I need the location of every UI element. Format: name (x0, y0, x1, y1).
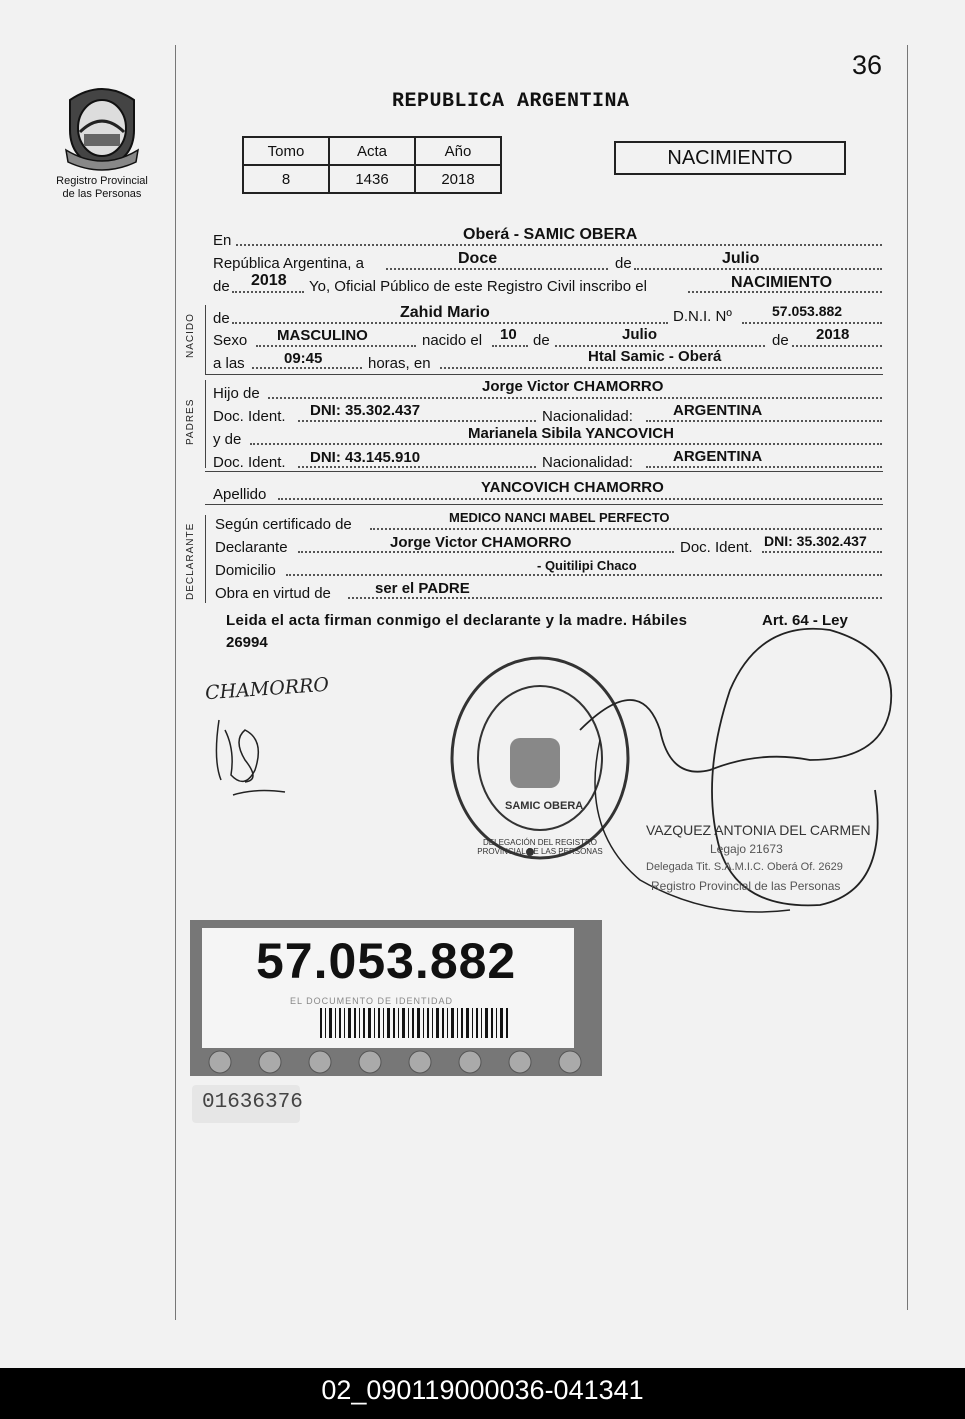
inscribo-label: Yo, Oficial Público de este Registro Civil inscribo el (309, 278, 647, 295)
stamp-bottom-text: SAMIC OBERA (505, 800, 584, 812)
father-name: Jorge Victor CHAMORRO (482, 378, 664, 395)
table-cell: 1436 (329, 165, 415, 193)
place-value: Oberá - SAMIC OBERA (463, 226, 638, 243)
record-type-box: NACIMIENTO (614, 141, 846, 175)
dotted-line (348, 597, 882, 599)
father-nationality: ARGENTINA (673, 402, 763, 419)
document-id-footer: 02_090119000036-041341 (0, 1368, 965, 1419)
table-header-cell: Tomo (243, 137, 329, 165)
apellido-value: YANCOVICH CHAMORRO (481, 479, 664, 496)
dotted-line (250, 443, 882, 445)
doc-ident-label: Doc. Ident. (680, 539, 753, 556)
nacionalidad-label: Nacionalidad: (542, 454, 633, 471)
domicilio-value: - Quitilipi Chaco (537, 558, 637, 573)
declarant-signature-icon (205, 700, 295, 810)
registry-name (50, 175, 154, 201)
page-number: 36 (852, 50, 883, 80)
province-logo (62, 80, 142, 177)
registry-line2: de las Personas (62, 188, 142, 200)
dotted-line (298, 551, 674, 553)
dotted-line (370, 528, 882, 530)
section-divider (205, 504, 883, 505)
record-table (242, 136, 502, 194)
official-position: Delegada Tit. S.A.M.I.C. Oberá Of. 2629 (646, 861, 843, 873)
dotted-line (646, 420, 882, 422)
dotted-line (762, 551, 882, 553)
obra-value: ser el PADRE (375, 580, 470, 597)
sexo-value: MASCULINO (277, 327, 368, 344)
table-header-cell: Año (415, 137, 501, 165)
sticker-pattern-icon (190, 1048, 602, 1076)
apellido-label: Apellido (213, 486, 267, 503)
section-label-nacido: NACIDO (185, 313, 196, 358)
dni-sticker (190, 920, 602, 1076)
section-label-padres: PADRES (185, 398, 196, 445)
dotted-line (742, 322, 882, 324)
doc-ident-label: Doc. Ident. (213, 454, 286, 471)
mother-nationality: ARGENTINA (673, 448, 763, 465)
cert-value: MEDICO NANCI MABEL PERFECTO (449, 510, 670, 525)
left-margin-line (175, 45, 176, 1320)
birth-month: Julio (622, 326, 658, 343)
en-label: En (213, 232, 232, 249)
section-divider (205, 374, 883, 375)
right-margin-line (907, 45, 908, 1310)
de-label: de (533, 332, 550, 349)
de-label: de (213, 278, 230, 295)
de-label: de (213, 310, 230, 327)
inscribo-value: NACIMIENTO (731, 274, 833, 291)
obra-label: Obra en virtud de (215, 585, 331, 602)
sexo-label: Sexo (213, 332, 248, 349)
dotted-line (252, 367, 362, 369)
day-value: Doce (458, 250, 498, 267)
domicilio-label: Domicilio (215, 562, 276, 579)
coat-of-arms-icon (62, 80, 142, 172)
serial-number: 01636376 (202, 1091, 303, 1114)
section-divider (205, 471, 883, 472)
nacionalidad-label: Nacionalidad: (542, 408, 633, 425)
birth-time: 09:45 (284, 350, 323, 367)
y-de-label: y de (213, 431, 242, 448)
sticker-small-text: EL DOCUMENTO DE IDENTIDAD (290, 996, 454, 1006)
republica-label: República Argentina, a (213, 255, 364, 272)
dotted-line (268, 397, 882, 399)
record-table-header (243, 137, 501, 165)
declarante-doc: DNI: 35.302.437 (764, 533, 867, 549)
declarante-label: Declarante (215, 539, 288, 556)
mother-name: Marianela Sibila YANCOVICH (468, 425, 674, 442)
sticker-dni-number: 57.053.882 (256, 933, 517, 989)
section-bracket (205, 380, 206, 468)
dotted-line (236, 244, 882, 246)
dotted-line (278, 498, 882, 500)
table-cell: 2018 (415, 165, 501, 193)
registry-line1: Registro Provincial (56, 175, 148, 187)
section-label-declarante: DECLARANTE (185, 522, 196, 600)
declarant-signature-name: CHAMORRO (204, 673, 330, 705)
de-label: de (772, 332, 789, 349)
record-table-values (243, 165, 501, 193)
birth-year: 2018 (816, 326, 850, 343)
birth-place: Htal Samic - Oberá (588, 348, 722, 365)
official-name: VAZQUEZ ANTONIA DEL CARMEN (646, 822, 871, 838)
section-bracket (205, 305, 206, 375)
hijo-de-label: Hijo de (213, 385, 260, 402)
dotted-line (792, 345, 882, 347)
child-name: Zahid Mario (400, 304, 490, 321)
table-cell: 8 (243, 165, 329, 193)
official-legajo: Legajo 21673 (710, 842, 783, 856)
dotted-line (386, 268, 608, 270)
nacido-el-label: nacido el (422, 332, 483, 349)
a-las-label: a las (213, 355, 245, 372)
page-title: REPUBLICA ARGENTINA (392, 90, 630, 113)
closing-text: Leida el acta firman conmigo el declarante y la madre. Hábiles (226, 612, 688, 629)
dotted-line (232, 291, 304, 293)
mother-doc: DNI: 43.145.910 (310, 449, 421, 466)
year-value: 2018 (251, 272, 287, 289)
child-dni: 57.053.882 (772, 303, 843, 319)
dotted-line (440, 367, 882, 369)
dotted-line (298, 466, 536, 468)
father-doc: DNI: 35.302.437 (310, 402, 421, 419)
stamp-text: DELEGACIÓN DEL REGISTRO PROVINCIAL DE LAS PERSONAS (477, 838, 603, 856)
closing-law-number: 26994 (226, 634, 268, 651)
table-header-cell: Acta (329, 137, 415, 165)
de-label: de (615, 255, 632, 272)
dotted-line (298, 420, 536, 422)
dotted-line (492, 345, 528, 347)
barcode-icon (320, 1008, 520, 1038)
horas-label: horas, en (368, 355, 431, 372)
dotted-line (286, 574, 882, 576)
doc-ident-label: Doc. Ident. (213, 408, 286, 425)
dotted-line (256, 345, 416, 347)
official-signature-icon (560, 610, 900, 920)
cert-label: Según certificado de (215, 516, 352, 533)
birth-day: 10 (500, 326, 517, 343)
dotted-line (232, 322, 668, 324)
dotted-line (555, 345, 765, 347)
declarante-value: Jorge Victor CHAMORRO (390, 534, 572, 551)
closing-law-ref: Art. 64 - Ley (762, 612, 848, 629)
dotted-line (634, 268, 882, 270)
month-value: Julio (722, 250, 760, 267)
dni-label: D.N.I. Nº (673, 308, 732, 325)
dotted-line (646, 466, 882, 468)
section-bracket (205, 515, 206, 603)
official-office: Registro Provincial de las Personas (651, 879, 841, 893)
